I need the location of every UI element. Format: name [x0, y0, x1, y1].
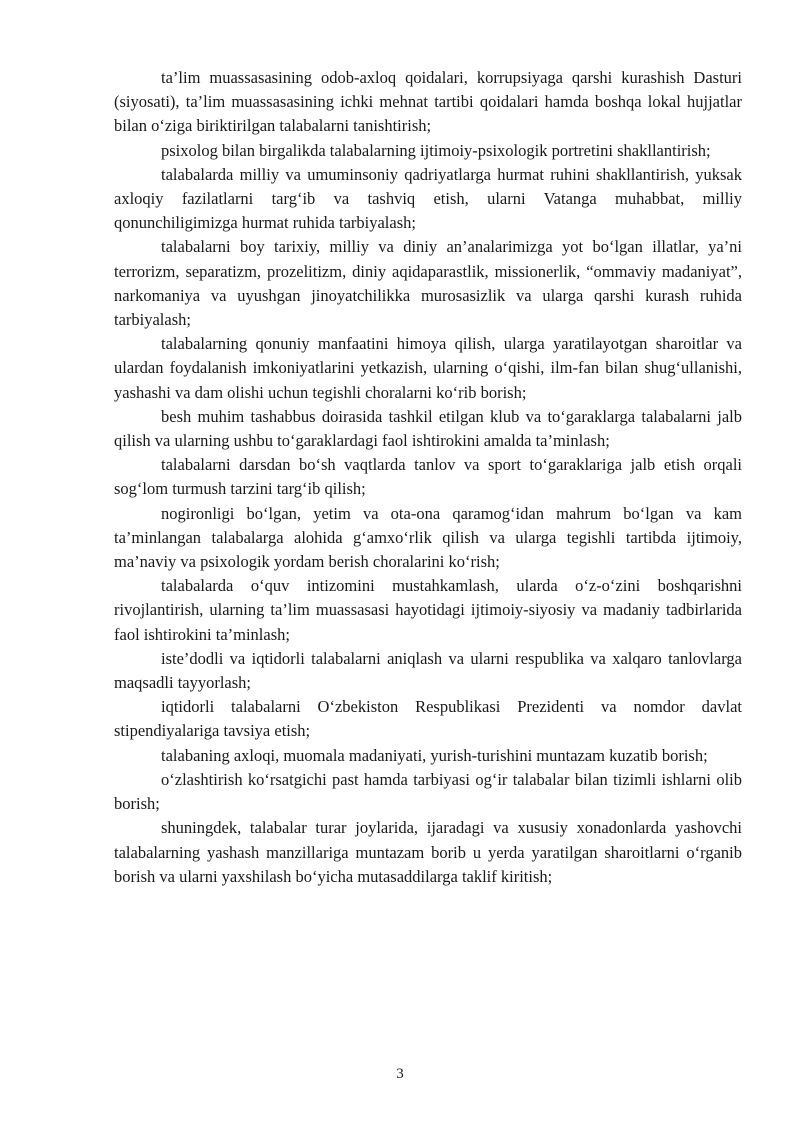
paragraph-10: iste’dodli va iqtidorli talabalarni aniqlash va ularni respublika va xalqaro tanlovlarga maqsadli tayyorlash; [114, 648, 742, 693]
document-body [114, 66, 742, 889]
paragraph-1: ta’lim muassasasining odob-axloq qoidalari, korrupsiyaga qarshi kurashish Dasturi (siyosati), ta’lim muassasasining ichki mehnat tartibi qoidalari hamda boshqa lokal hujjatlar bilan o‘ziga biriktirilgan talabalarni tanishtirish; [114, 68, 742, 136]
paragraph-12: talabaning axloqi, muomala madaniyati, yurish-turishini muntazam kuzatib borish; [161, 745, 708, 765]
paragraph-13: o‘zlashtirish ko‘rsatgichi past hamda tarbiyasi og‘ir talabalar bilan tizimli ishlarni olib borish; [114, 769, 742, 814]
paragraph-8: nogironligi bo‘lgan, yetim va ota-ona qaramog‘idan mahrum bo‘lgan va kam ta’minlangan talabalarga alohida g‘amxo‘rlik qilish va ularga tegishli tartibda ijtimoiy, ma’naviy va psixologik yordam berish choralarini ko‘rish; [114, 503, 742, 572]
paragraph-14: shuningdek, talabalar turar joylarida, ijaradagi va xususiy xonadonlarda yashovchi talabalarning yashash manzillariga muntazam borib u yerda yaratilgan sharoitlarni o‘rganib borish va ularni yaxshilash bo‘yicha mutasaddilarga taklif kiritish; [114, 818, 742, 886]
page-number: 3 [396, 1066, 404, 1082]
paragraph-3: talabalarda milliy va umuminsoniy qadriyatlarga hurmat ruhini shakllantirish, yuksak axloqiy fazilatlarni targ‘ib va tashviq etish, ularni Vatanga muhabbat, milliy qonunchiligimizga hurmat ruhida tarbiyalash; [114, 164, 742, 233]
paragraph-9: talabalarda o‘quv intizomini mustahkamlash, ularda o‘z-o‘zini boshqarishni rivojlantirish, ularning ta’lim muassasasi hayotidagi ijtimoiy-siyosiy va madaniy tadbirlarida faol ishtirokini ta’minlash; [114, 576, 742, 644]
paragraph-2: psixolog bilan birgalikda talabalarning ijtimoiy-psixologik portretini shakllantirish; [161, 140, 711, 160]
paragraph-6: besh muhim tashabbus doirasida tashkil etilgan klub va to‘garaklarga talabalarni jalb qilish va ularning ushbu to‘garaklardagi faol ishtirokini amalda ta’minlash; [114, 406, 742, 451]
paragraph-7: talabalarni darsdan bo‘sh vaqtlarda tanlov va sport to‘garaklariga jalb etish orqali sog‘lom turmush tarzini targ‘ib qilish; [114, 455, 742, 499]
paragraph-5: talabalarning qonuniy manfaatini himoya qilish, ularga yaratilayotgan sharoitlar va ulardan foydalanish imkoniyatlarini yetkazish, ularning o‘qishi, ilm-fan bilan shug‘ullanishi, yashashi va dam olishi uchun tegishli choralarni ko‘rib borish; [114, 334, 742, 402]
paragraph-11: iqtidorli talabalarni O‘zbekiston Respublikasi Prezidenti va nomdor davlat stipendiyalariga tavsiya etish; [114, 697, 742, 741]
paragraph-4: talabalarni boy tarixiy, milliy va diniy an’analarimizga yot bo‘lgan illatlar, ya’ni terrorizm, separatizm, prozelitizm, diniy aqidaparastlik, missionerlik, “ommaviy madaniyat”, narkomaniya va uyushgan jinoyatchilikka murosasizlik va ularga qarshi kurash ruhida tarbiyalash; [114, 237, 742, 330]
